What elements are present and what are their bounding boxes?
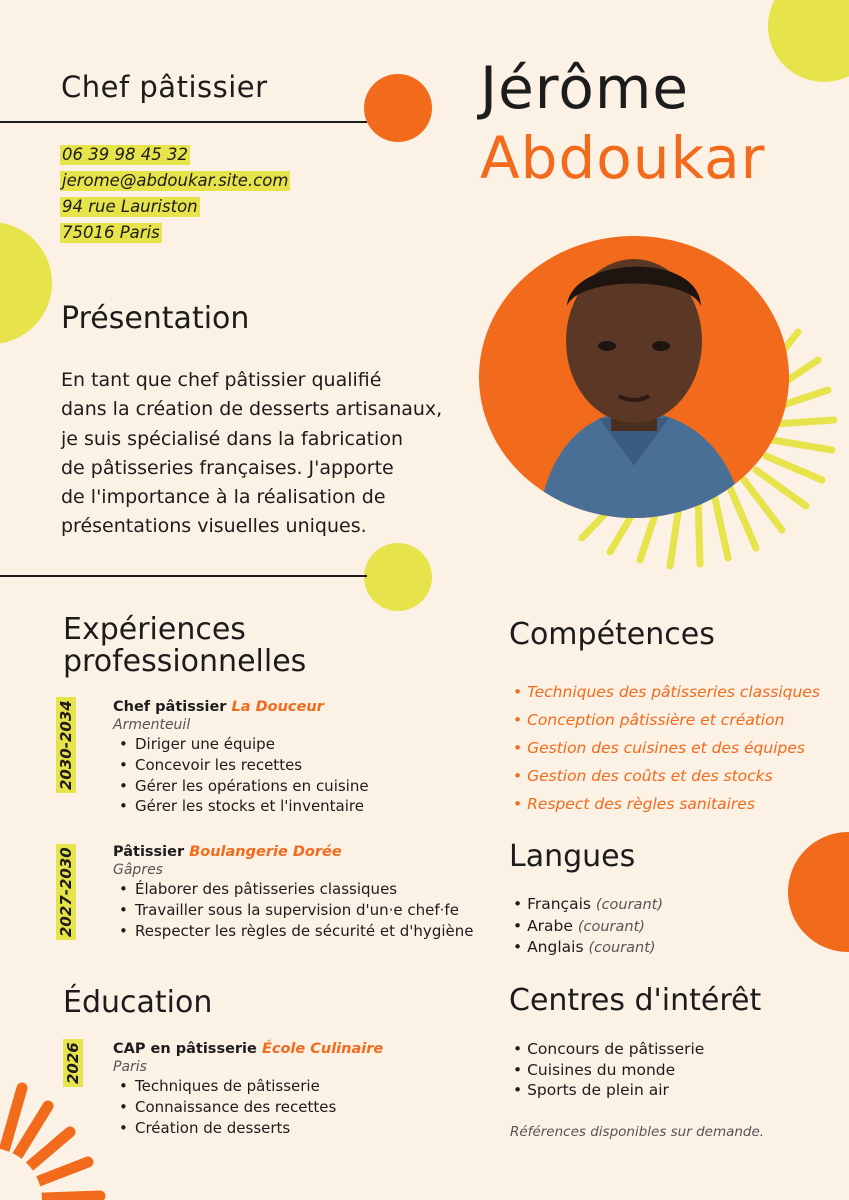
decor-circle-yellow-mid [364,543,432,611]
person-portrait-image [479,236,789,518]
divider-mid [0,575,367,577]
list-item: • Gérer les stocks et l'inventaire [113,796,493,817]
education-entry [113,1040,493,1138]
language-level: (courant) [595,897,663,913]
list-item: • Conception pâtissière et création [513,711,785,729]
education-degree-line [113,1040,493,1058]
experience-heading [63,614,306,678]
presentation-text [61,366,461,542]
skills-heading: Compétences [509,617,715,652]
decor-circle-yellow-top-right [768,0,849,82]
languages-list [513,894,663,959]
experience-heading-line2: professionnelles [63,644,307,679]
list-item [513,937,663,959]
list-item: • Sports de plein air [513,1081,669,1099]
decor-circle-orange-right [788,832,849,952]
language-level: (courant) [588,940,656,956]
skills-list [513,678,820,818]
education-place: Paris [113,1059,147,1075]
contact-phone[interactable]: 06 39 98 45 32 [62,145,188,164]
education-school: École Culinaire [261,1041,384,1057]
contact-email[interactable]: jerome@abdoukar.site.com [62,171,289,190]
list-item: • Création de desserts [113,1118,493,1139]
list-item: • Concevoir les recettes [113,755,493,776]
contact-block [60,142,290,246]
presentation-line: de pâtisseries françaises. J'apporte [61,456,394,479]
language-level: (courant) [577,918,645,935]
contact-city: 75016 Paris [62,223,160,242]
list-item: • Gestion des cuisines et des équipes [513,739,805,757]
list-item: • Techniques de pâtisserie [113,1076,493,1097]
presentation-line: En tant que chef pâtissier qualifié [61,369,382,391]
list-item [513,916,663,938]
experience-heading-line1: Expériences [63,612,246,647]
experience-role: Chef pâtissier [113,699,227,715]
language-name: • Français [513,895,591,913]
decor-circle-orange-top [364,74,432,142]
experience-place: Armenteuil [113,717,191,733]
presentation-line: de l'importance à la réalisation de [61,486,386,509]
decor-circle-yellow-left [0,222,52,344]
education-degree: CAP en pâtisserie [113,1041,257,1057]
languages-heading: Langues [509,839,636,874]
education-topics [113,1076,493,1138]
list-item: • Connaissance des recettes [113,1097,493,1118]
contact-street: 94 rue Lauriston [62,197,198,216]
references-note: Références disponibles sur demande. [510,1124,765,1140]
experience-entry-2 [113,843,493,941]
presentation-line: dans la création de desserts artisanaux, [61,398,443,421]
list-item: • Respecter les règles de sécurité et d'hygiène [113,921,493,942]
experience-company: Boulangerie Dorée [189,844,342,860]
interests-list [513,1039,704,1101]
list-item: • Diriger une équipe [113,734,493,755]
list-item: • Concours de pâtisserie [513,1040,705,1058]
language-name: • Anglais [513,938,584,956]
list-item: • Élaborer des pâtisseries classiques [113,879,493,900]
presentation-line: présentations visuelles uniques. [61,515,367,538]
experience-tasks [113,879,493,941]
interests-heading: Centres d'intérêt [509,983,762,1018]
education-heading: Éducation [63,985,213,1020]
experience-role: Pâtissier [113,844,185,860]
experience-years-2: 2027-2030 [57,844,75,940]
job-title: Chef pâtissier [61,70,268,104]
experience-place: Gâpres [113,862,163,878]
list-item [513,894,663,916]
experience-company: La Douceur [231,699,324,715]
divider-top [0,121,367,123]
first-name: Jérôme [480,54,690,122]
experience-years-1: 2030-2034 [57,697,75,793]
experience-tasks [113,734,493,817]
experience-entry-1 [113,698,493,817]
list-item: • Gérer les opérations en cuisine [113,776,493,797]
experience-role-line [113,843,493,861]
list-item: • Respect des règles sanitaires [513,795,755,813]
sunburst-rays-bottom-left [0,1050,120,1200]
list-item: • Techniques des pâtisseries classiques [513,683,820,701]
language-name: • Arabe [513,916,573,935]
last-name: Abdoukar [480,124,766,192]
education-year: 2026 [64,1039,82,1087]
list-item: • Cuisines du monde [513,1060,676,1079]
experience-role-line [113,698,493,716]
profile-photo [479,236,789,518]
list-item: • Travailler sous la supervision d'un·e chef·fe [113,900,493,921]
list-item: • Gestion des coûts et des stocks [513,767,773,785]
presentation-line: je suis spécialisé dans la fabrication [61,427,403,450]
presentation-heading: Présentation [61,301,250,336]
